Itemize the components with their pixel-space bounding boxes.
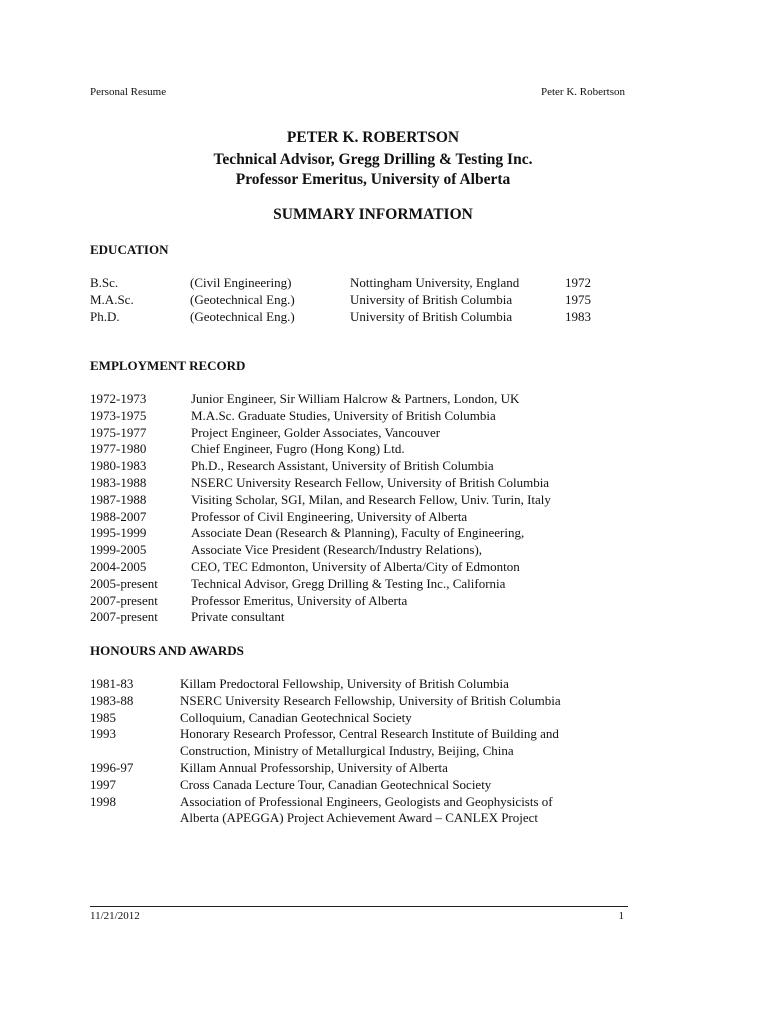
summary-heading: SUMMARY INFORMATION bbox=[273, 206, 473, 223]
education-row bbox=[90, 309, 650, 326]
employment-row bbox=[90, 492, 650, 509]
employment-row bbox=[90, 576, 650, 593]
employment-years: 1999-2005 bbox=[90, 542, 147, 558]
employment-years: 2004-2005 bbox=[90, 558, 147, 574]
title-line-3: Professor Emeritus, University of Alberta bbox=[235, 171, 511, 188]
honour-years: 1981-83 bbox=[90, 676, 134, 691]
header-right: Peter K. Robertson bbox=[540, 86, 625, 98]
honour-years: 1998 bbox=[90, 793, 116, 809]
employment-years: 1975-1977 bbox=[90, 424, 147, 440]
education-degree: B.Sc. bbox=[90, 275, 119, 290]
employment-row bbox=[90, 509, 650, 526]
employment-description: CEO, TEC Edmonton, University of Alberta/City of Edmonton bbox=[191, 558, 520, 574]
honour-row bbox=[90, 710, 650, 727]
honour-row bbox=[90, 794, 650, 811]
employment-description: Professor Emeritus, University of Alberta bbox=[191, 592, 408, 608]
honour-description: Alberta (APEGGA) Project Achievement Award – CANLEX Project bbox=[180, 810, 539, 826]
honour-years: 1983-88 bbox=[90, 692, 134, 708]
employment-years: 1995-1999 bbox=[90, 525, 147, 541]
honour-description: Cross Canada Lecture Tour, Canadian Geotechnical Society bbox=[180, 776, 492, 792]
employment-years: 2007-present bbox=[90, 592, 158, 608]
employment-row bbox=[90, 475, 650, 492]
honour-years: 1985 bbox=[90, 709, 116, 725]
employment-years: 1972-1973 bbox=[90, 391, 147, 406]
honour-row bbox=[90, 810, 650, 827]
honour-description: Construction, Ministry of Metallurgical Industry, Beijing, China bbox=[180, 743, 514, 759]
employment-heading: EMPLOYMENT RECORD bbox=[90, 358, 246, 373]
education-degree: Ph.D. bbox=[90, 308, 120, 324]
employment-row bbox=[90, 542, 650, 559]
employment-list bbox=[90, 391, 650, 626]
employment-row bbox=[90, 593, 650, 610]
honour-row bbox=[90, 726, 650, 743]
honour-years: 1997 bbox=[90, 776, 116, 792]
honour-years: 1996-97 bbox=[90, 759, 134, 775]
honours-list bbox=[90, 676, 650, 827]
footer-date: 11/21/2012 bbox=[90, 910, 140, 922]
employment-description: Ph.D., Research Assistant, University of British Columbia bbox=[191, 458, 494, 474]
employment-description: Chief Engineer, Fugro (Hong Kong) Ltd. bbox=[191, 441, 405, 457]
employment-years: 1987-1988 bbox=[90, 491, 147, 507]
employment-description: M.A.Sc. Graduate Studies, University of British Columbia bbox=[191, 407, 496, 423]
employment-description: Associate Dean (Research & Planning), Faculty of Engineering, bbox=[191, 525, 525, 541]
employment-years: 1973-1975 bbox=[90, 407, 147, 423]
footer-divider bbox=[90, 906, 628, 907]
education-year: 1972 bbox=[565, 275, 591, 290]
honour-description: Honorary Research Professor, Central Research Institute of Building and bbox=[180, 726, 559, 742]
honour-row bbox=[90, 777, 650, 794]
employment-description: Technical Advisor, Gregg Drilling & Testing Inc., California bbox=[191, 575, 506, 591]
employment-description: Project Engineer, Golder Associates, Vancouver bbox=[191, 424, 441, 440]
title-line-2: Technical Advisor, Gregg Drilling & Testing Inc. bbox=[213, 151, 533, 168]
employment-years: 1980-1983 bbox=[90, 458, 147, 474]
honour-description: NSERC University Research Fellowship, University of British Columbia bbox=[180, 692, 561, 708]
education-list bbox=[90, 275, 650, 325]
education-school: University of British Columbia bbox=[350, 291, 513, 307]
education-field: (Civil Engineering) bbox=[190, 275, 292, 290]
employment-description: Private consultant bbox=[191, 609, 285, 625]
honour-row bbox=[90, 676, 650, 693]
header-left: Personal Resume bbox=[90, 86, 167, 98]
employment-years: 1988-2007 bbox=[90, 508, 147, 524]
education-row bbox=[90, 292, 650, 309]
education-heading: EDUCATION bbox=[90, 242, 169, 257]
education-year: 1983 bbox=[565, 308, 591, 324]
education-row bbox=[90, 275, 650, 292]
honour-row bbox=[90, 693, 650, 710]
employment-row bbox=[90, 425, 650, 442]
honour-row bbox=[90, 760, 650, 777]
education-degree: M.A.Sc. bbox=[90, 291, 134, 307]
honour-description: Killam Annual Professorship, University of Alberta bbox=[180, 759, 448, 775]
honour-description: Colloquium, Canadian Geotechnical Society bbox=[180, 709, 412, 725]
education-year: 1975 bbox=[565, 291, 591, 307]
footer-page-number: 1 bbox=[618, 910, 624, 922]
employment-years: 2005-present bbox=[90, 575, 158, 591]
employment-row bbox=[90, 391, 650, 408]
honour-years: 1993 bbox=[90, 726, 116, 742]
employment-row bbox=[90, 458, 650, 475]
employment-row bbox=[90, 408, 650, 425]
resume-name: PETER K. ROBERTSON bbox=[286, 129, 460, 146]
employment-description: Associate Vice President (Research/Industry Relations), bbox=[191, 542, 483, 558]
honour-row bbox=[90, 743, 650, 760]
employment-row bbox=[90, 525, 650, 542]
employment-description: Visiting Scholar, SGI, Milan, and Research Fellow, Univ. Turin, Italy bbox=[191, 491, 551, 507]
employment-row bbox=[90, 609, 650, 626]
employment-row bbox=[90, 441, 650, 458]
education-school: Nottingham University, England bbox=[350, 275, 520, 290]
employment-row bbox=[90, 559, 650, 576]
employment-years: 1977-1980 bbox=[90, 441, 147, 457]
employment-description: NSERC University Research Fellow, University of British Columbia bbox=[191, 474, 550, 490]
employment-description: Professor of Civil Engineering, University of Alberta bbox=[191, 508, 468, 524]
employment-description: Junior Engineer, Sir William Halcrow & Partners, London, UK bbox=[191, 391, 520, 406]
honour-description: Killam Predoctoral Fellowship, University of British Columbia bbox=[180, 676, 509, 691]
employment-years: 2007-present bbox=[90, 609, 158, 625]
employment-years: 1983-1988 bbox=[90, 474, 147, 490]
honours-heading: HONOURS AND AWARDS bbox=[90, 643, 244, 658]
education-field: (Geotechnical Eng.) bbox=[190, 291, 295, 307]
honour-description: Association of Professional Engineers, Geologists and Geophysicists of bbox=[180, 793, 553, 809]
education-field: (Geotechnical Eng.) bbox=[190, 308, 295, 324]
education-school: University of British Columbia bbox=[350, 308, 513, 324]
